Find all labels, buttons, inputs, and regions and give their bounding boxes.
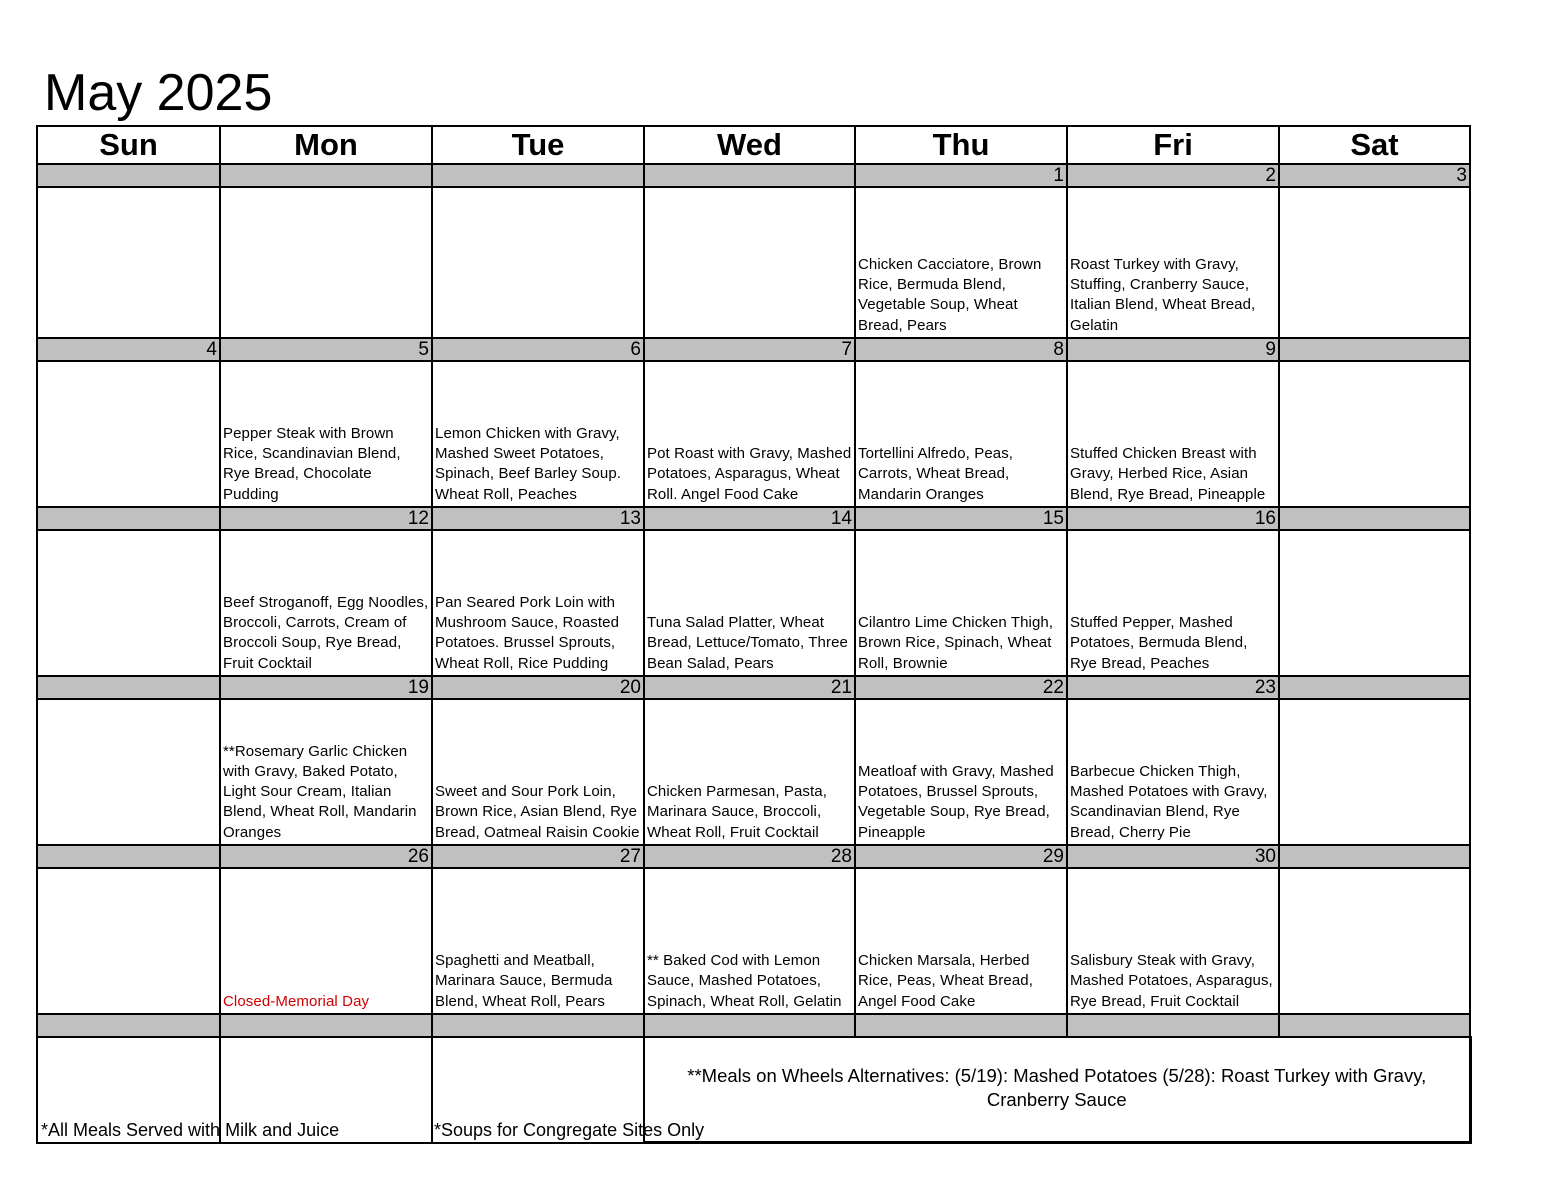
meal-cell: Chicken Parmesan, Pasta, Marinara Sauce, Broccoli, Wheat Roll, Fruit Cocktail — [644, 699, 855, 845]
meal-cell: Salisbury Steak with Gravy, Mashed Potatoes, Asparagus, Rye Bread, Fruit Cocktail — [1067, 868, 1279, 1014]
meal-cell: Sweet and Sour Pork Loin, Brown Rice, Asian Blend, Rye Bread, Oatmeal Raisin Cookie — [432, 699, 644, 845]
meal-cell — [1279, 699, 1470, 845]
date-number — [432, 164, 644, 187]
date-number: 23 — [1067, 676, 1279, 699]
meal-cell: Spaghetti and Meatball, Marinara Sauce, Bermuda Blend, Wheat Roll, Pears — [432, 868, 644, 1014]
date-number: 28 — [644, 845, 855, 868]
date-number: 14 — [644, 507, 855, 530]
date-number: 19 — [220, 676, 432, 699]
calendar-grid — [36, 125, 1472, 1144]
date-number — [1279, 507, 1470, 530]
meal-cell: Chicken Marsala, Herbed Rice, Peas, Wheat Bread, Angel Food Cake — [855, 868, 1067, 1014]
date-number: 27 — [432, 845, 644, 868]
date-number: 8 — [855, 338, 1067, 361]
date-row — [37, 338, 1470, 361]
meal-cell: Lemon Chicken with Gravy, Mashed Sweet Potatoes, Spinach, Beef Barley Soup. Wheat Roll, Peaches — [432, 361, 644, 507]
page-title: May 2025 — [44, 64, 273, 122]
date-number — [37, 164, 220, 187]
meal-cell: ** Baked Cod with Lemon Sauce, Mashed Potatoes, Spinach, Wheat Roll, Gelatin — [644, 868, 855, 1014]
date-number — [37, 845, 220, 868]
footnote-milk-juice: *All Meals Served with Milk and Juice — [41, 1120, 340, 1140]
meal-cell: Meatloaf with Gravy, Mashed Potatoes, Brussel Sprouts, Vegetable Soup, Rye Bread, Pineapple — [855, 699, 1067, 845]
meal-cell — [37, 699, 220, 845]
meal-cell — [37, 187, 220, 338]
meal-cell: Barbecue Chicken Thigh, Mashed Potatoes with Gravy, Scandinavian Blend, Rye Bread, Cherry Pie — [1067, 699, 1279, 845]
meal-cell — [644, 187, 855, 338]
meal-cell — [1279, 187, 1470, 338]
date-number: 4 — [37, 338, 220, 361]
weekday-thu: Thu — [855, 126, 1067, 164]
meal-row — [37, 187, 1470, 338]
closed-notice: Closed-Memorial Day — [220, 868, 432, 1014]
meal-cell — [37, 530, 220, 676]
meal-cell: Tuna Salad Platter, Wheat Bread, Lettuce/Tomato, Three Bean Salad, Pears — [644, 530, 855, 676]
meal-cell — [37, 868, 220, 1014]
date-row — [37, 1014, 1470, 1037]
date-number — [432, 1014, 644, 1037]
date-number: 3 — [1279, 164, 1470, 187]
date-number — [644, 1014, 855, 1037]
weekday-fri: Fri — [1067, 126, 1279, 164]
date-number: 26 — [220, 845, 432, 868]
alternatives-note: **Meals on Wheels Alternatives: (5/19): Mashed Potatoes (5/28): Roast Turkey with Gravy, Cranberry Sauce — [644, 1037, 1470, 1143]
date-number: 6 — [432, 338, 644, 361]
date-number: 2 — [1067, 164, 1279, 187]
meal-cell: Cilantro Lime Chicken Thigh, Brown Rice, Spinach, Wheat Roll, Brownie — [855, 530, 1067, 676]
weekday-tue: Tue — [432, 126, 644, 164]
date-number: 5 — [220, 338, 432, 361]
date-number — [1279, 676, 1470, 699]
meal-row — [37, 361, 1470, 507]
date-number: 22 — [855, 676, 1067, 699]
date-number — [1279, 338, 1470, 361]
date-number: 30 — [1067, 845, 1279, 868]
date-row — [37, 845, 1470, 868]
date-number — [37, 507, 220, 530]
weekday-sat: Sat — [1279, 126, 1470, 164]
date-number: 12 — [220, 507, 432, 530]
date-number — [1067, 1014, 1279, 1037]
date-row — [37, 507, 1470, 530]
footnote-soups: *Soups for Congregate Sites Only — [434, 1120, 705, 1140]
date-number: 21 — [644, 676, 855, 699]
date-number: 20 — [432, 676, 644, 699]
meal-cell — [1279, 361, 1470, 507]
meal-cell — [37, 361, 220, 507]
date-row — [37, 164, 1470, 187]
date-number — [644, 164, 855, 187]
date-number — [855, 1014, 1067, 1037]
meal-cell: Beef Stroganoff, Egg Noodles, Broccoli, Carrots, Cream of Broccoli Soup, Rye Bread, Fruit Cocktail — [220, 530, 432, 676]
meal-cell — [432, 187, 644, 338]
meal-row — [37, 699, 1470, 845]
weekday-header-row — [37, 126, 1470, 164]
meal-cell — [1279, 868, 1470, 1014]
meal-cell: Pepper Steak with Brown Rice, Scandinavian Blend, Rye Bread, Chocolate Pudding — [220, 361, 432, 507]
meal-cell: Chicken Cacciatore, Brown Rice, Bermuda Blend, Vegetable Soup, Wheat Bread, Pears — [855, 187, 1067, 338]
date-number: 9 — [1067, 338, 1279, 361]
date-number: 13 — [432, 507, 644, 530]
date-number — [37, 676, 220, 699]
weekday-sun: Sun — [37, 126, 220, 164]
date-number — [220, 164, 432, 187]
meal-cell: Roast Turkey with Gravy, Stuffing, Cranberry Sauce, Italian Blend, Wheat Bread, Gelatin — [1067, 187, 1279, 338]
meal-cell — [1279, 530, 1470, 676]
meal-row — [37, 868, 1470, 1014]
meal-cell — [220, 187, 432, 338]
meal-cell: Pot Roast with Gravy, Mashed Potatoes, Asparagus, Wheat Roll. Angel Food Cake — [644, 361, 855, 507]
meal-cell: **Rosemary Garlic Chicken with Gravy, Baked Potato, Light Sour Cream, Italian Blend, Wheat Roll, Mandarin Oranges — [220, 699, 432, 845]
date-number: 7 — [644, 338, 855, 361]
date-number — [1279, 1014, 1470, 1037]
date-number — [37, 1014, 220, 1037]
meal-row — [37, 530, 1470, 676]
weekday-wed: Wed — [644, 126, 855, 164]
date-number — [220, 1014, 432, 1037]
date-number: 16 — [1067, 507, 1279, 530]
date-row — [37, 676, 1470, 699]
meal-cell: Stuffed Pepper, Mashed Potatoes, Bermuda Blend, Rye Bread, Peaches — [1067, 530, 1279, 676]
meal-cell: Tortellini Alfredo, Peas, Carrots, Wheat Bread, Mandarin Oranges — [855, 361, 1067, 507]
meal-cell: Pan Seared Pork Loin with Mushroom Sauce, Roasted Potatoes. Brussel Sprouts, Wheat Roll, Rice Pudding — [432, 530, 644, 676]
weekday-mon: Mon — [220, 126, 432, 164]
date-number: 29 — [855, 845, 1067, 868]
date-number: 1 — [855, 164, 1067, 187]
date-number — [1279, 845, 1470, 868]
meal-cell: Stuffed Chicken Breast with Gravy, Herbed Rice, Asian Blend, Rye Bread, Pineapple — [1067, 361, 1279, 507]
date-number: 15 — [855, 507, 1067, 530]
